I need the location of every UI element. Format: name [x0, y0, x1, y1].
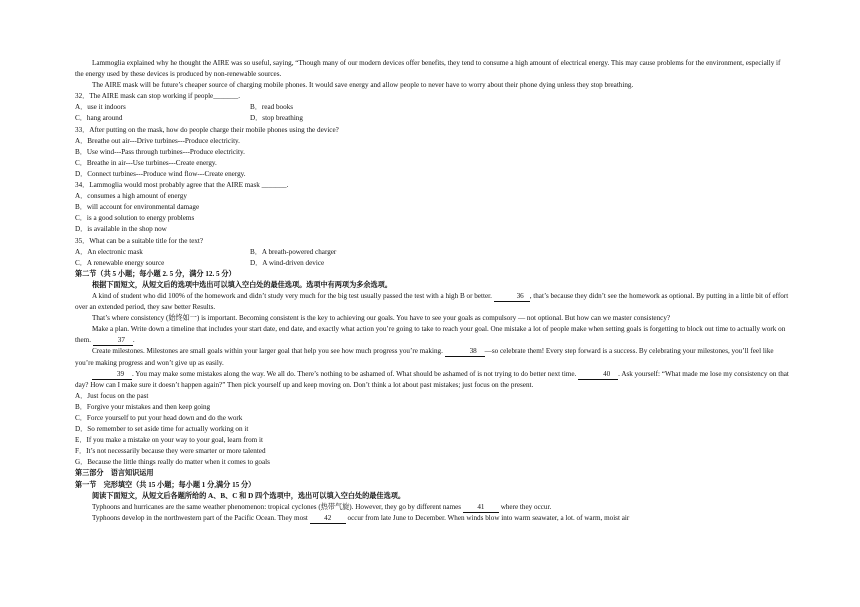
exam-page — [75, 58, 790, 524]
q34-option-b[interactable]: B．will account for environmental damage — [75, 203, 200, 212]
blank-42[interactable]: 42 — [310, 514, 346, 524]
blank-36[interactable]: 36 — [494, 292, 530, 302]
option-f[interactable]: F．It’s not necessarily because they were smarter or more talented — [75, 447, 266, 456]
paragraph-4-text-b: —so celebrate them! Every step forward is a success. By celebrating your milestones, you’ll feel like you’re making progress and won’t give up as easily. — [75, 347, 774, 367]
question-34-stem: 34．Lammoglia would most probably agree that the AIRE mask _______. — [75, 181, 289, 190]
question-35-stem: 35．What can be a suitable title for the text? — [75, 236, 204, 245]
question-35-options-row-1 — [75, 247, 790, 258]
q32-option-c[interactable]: C．hang around — [75, 114, 123, 123]
q35-option-d[interactable]: D．A wind-driven device — [250, 258, 325, 267]
paragraph-1-text-b: , that’s because they didn’t see the homework as optional. By putting in a little bit of effort over an extended period, they saw better Results. — [75, 291, 789, 312]
q32-option-b[interactable]: B．read books — [250, 103, 294, 112]
option-b[interactable]: B．Forgive your mistakes and then keep going — [75, 402, 211, 411]
paragraph-5-text-b: . Ask yourself: “What made me lose my consistency on that day? How can I make sure it doesn’t happen again?” Then pick yourself up and keep moving on. Don’t think a lot about past mistakes; just focus on the present. — [75, 369, 789, 389]
q35-option-b[interactable]: B．A breath-powered charger — [250, 247, 337, 256]
q35-option-c[interactable]: C．A renewable energy source — [75, 258, 165, 267]
q32-option-d[interactable]: D．stop breathing — [250, 114, 303, 123]
paragraph-4-text-a: Create milestones. Milestones are small goals within your larger goal that help you see how much progress you’re making. — [92, 347, 443, 356]
cloze-line-2 — [75, 513, 790, 524]
blank-37[interactable]: 37 — [93, 336, 133, 346]
passage-paragraph-1 — [75, 291, 790, 313]
cloze-line-1 — [75, 502, 790, 513]
passage-paragraph-5 — [75, 369, 790, 391]
question-32-options-row-2 — [75, 113, 790, 124]
paragraph-3-text-b: . — [132, 336, 135, 345]
option-a[interactable]: A．Just focus on the past — [75, 391, 149, 400]
option-c[interactable]: C．Force yourself to put your head down and do the work — [75, 414, 243, 422]
passage-paragraph-2: That’s where consistency (始终如一) is important. Becoming consistent is the key to achieving our goals. You have to see your goals as compulsory — not optional. But how can we master consistency? — [92, 314, 671, 323]
passage-paragraph-3 — [75, 324, 790, 346]
q34-option-d[interactable]: D．is available in the shop now — [75, 225, 167, 234]
cloze-2-text-a: Typhoons develop in the northwestern part of the Pacific Ocean. They most — [92, 513, 308, 522]
q33-option-a[interactable]: A．Breathe out air---Drive turbines---Produce electricity. — [75, 136, 240, 145]
passage-paragraph-4 — [75, 346, 790, 368]
section-2-instruction: 根据下面短文，从短文后的选项中选出可以填入空白处的最佳选项。选项中有两项为多余选项。 — [92, 280, 392, 289]
question-32-stem: 32．The AIRE mask can stop working if people_______. — [75, 92, 241, 101]
blank-39[interactable]: 39 — [92, 370, 132, 380]
blank-41[interactable]: 41 — [463, 503, 499, 513]
option-d[interactable]: D．So remember to set aside time for actually working on it — [75, 425, 249, 434]
q35-option-a[interactable]: A．An electronic mask — [75, 247, 143, 256]
paragraph-5-text-a: . You may make some mistakes along the way. We all do. There’s nothing to be ashamed of. What should be ashamed of is not trying to do better next time. — [132, 369, 577, 378]
cloze-1-text-a: Typhoons and hurricanes are the same weather phenomenon: tropical cyclones (热带气旋). However, they go by different names — [92, 502, 462, 511]
q32-option-a[interactable]: A．use it indoors — [75, 103, 126, 112]
aire-paragraph-2: The AIRE mask will be future’s cheaper source of charging mobile phones. It would save energy and allow people to never have to worry about their phone dying unless they stop breathing. — [92, 81, 634, 90]
option-g[interactable]: G．Because the little things really do matter when it comes to goals — [75, 458, 270, 467]
question-33-stem: 33．After putting on the mask, how do people charge their mobile phones using the device? — [75, 125, 339, 134]
blank-40[interactable]: 40 — [578, 370, 618, 380]
paragraph-1-text-a: A kind of student who did 100% of the homework and didn’t study very much for the big test usually passed the test with a high B or better. — [92, 291, 492, 300]
question-35-options-row-2 — [75, 258, 790, 269]
q34-option-a[interactable]: A．consumes a high amount of energy — [75, 192, 187, 201]
q33-option-c[interactable]: C．Breathe in air---Use turbines---Create energy. — [75, 158, 217, 167]
paragraph-3-text-a: Make a plan. Write down a timeline that includes your start date, end date, and exactly what action you’re going to take to reach your goal. One mistake a lot of people make when setting goals is forgetting to block out time to actually work on them. — [75, 325, 786, 345]
question-32-options-row-1 — [75, 102, 790, 113]
cloze-heading: 第一节 完形填空（共 15 小题；每小题 1 分,满分 15 分） — [75, 480, 256, 489]
part-3-heading: 第三部分 语言知识运用 — [75, 469, 154, 478]
section-2-heading: 第二节（共 5 小题；每小题 2. 5 分，满分 12. 5 分） — [75, 269, 236, 278]
cloze-instruction: 阅读下面短文，从短文后各题所给的 A、B、C 和 D 四个选项中，选出可以填入空白处的最佳选项。 — [92, 491, 405, 500]
option-e[interactable]: E．If you make a mistake on your way to your goal, learn from it — [75, 436, 263, 445]
cloze-2-text-b: occur from late June to December. When winds blow into warm seawater, a lot. of warm, moist air — [347, 513, 630, 522]
aire-paragraph-1: Lammoglia explained why he thought the AIRE was so useful, saying, “Though many of our modern devices offer benefits, they tend to consume a high amount of electrical energy. This may cause problems for the environment, especially if the energy used by these devices is produced by non-renewable sources. — [75, 59, 781, 79]
cloze-1-text-b: where they occur. — [500, 502, 552, 511]
blank-38[interactable]: 38 — [445, 347, 485, 357]
q33-option-b[interactable]: B．Use wind---Pass through turbines---Produce electricity. — [75, 147, 245, 156]
q34-option-c[interactable]: C．is a good solution to energy problems — [75, 214, 195, 223]
q33-option-d[interactable]: D．Connect turbines---Produce wind flow---Create energy. — [75, 169, 246, 178]
